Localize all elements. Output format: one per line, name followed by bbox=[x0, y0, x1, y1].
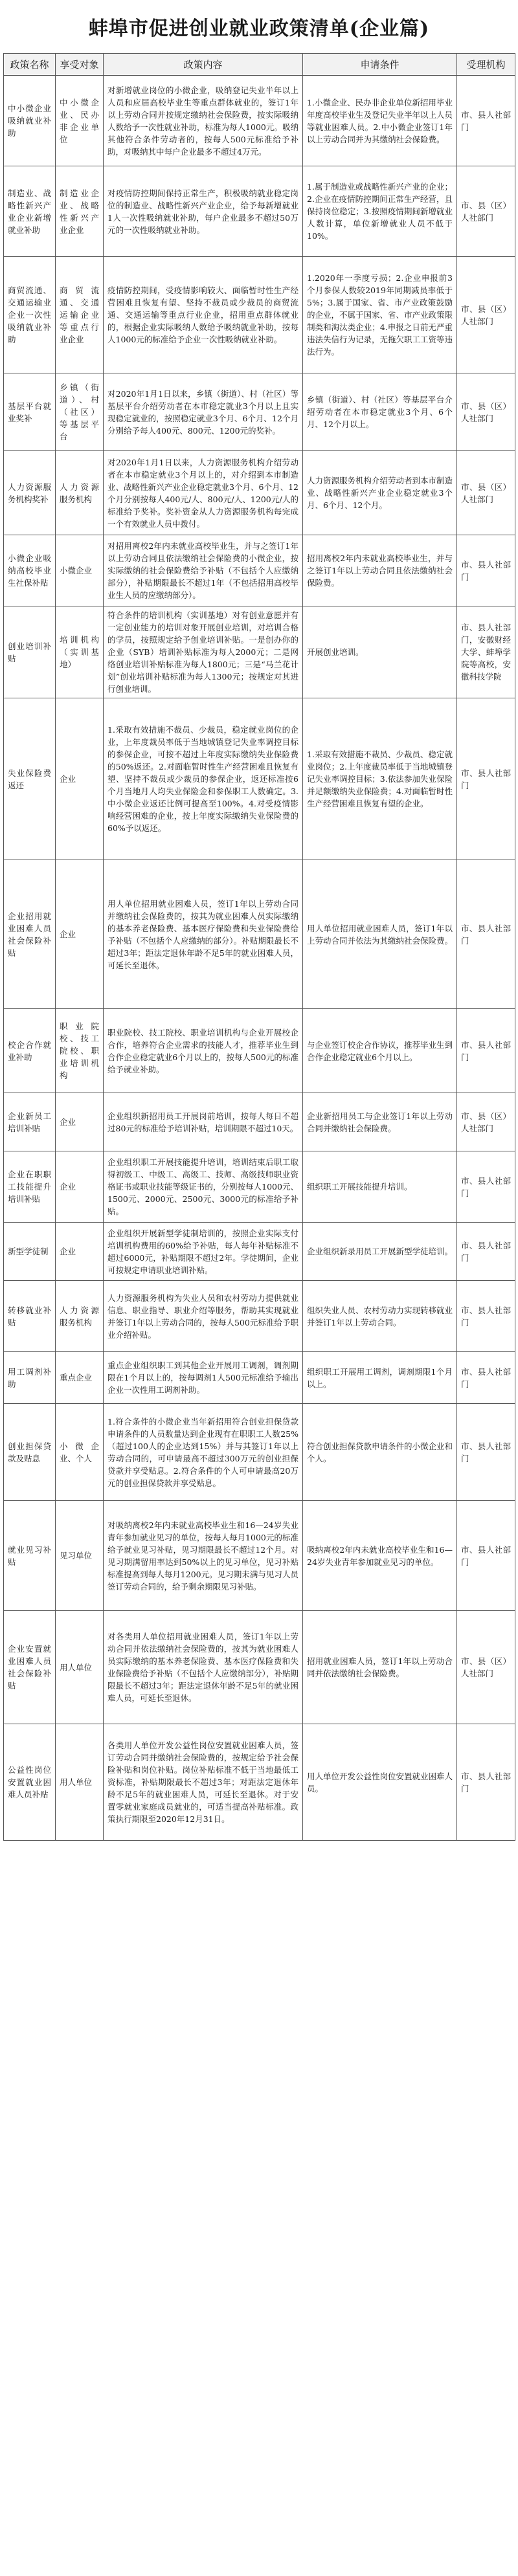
condition-cell: 符合创业担保贷款申请条件的小微企业和个人。 bbox=[303, 1404, 457, 1501]
policy-content-cell: 对新增就业岗位的小微企业，吸纳登记失业半年以上人员和应届高校毕业生等重点群体就业的，签订1年以上劳动合同并按规定缴纳社会保险费，按实际吸纳人数给予一次性就业补助，标准为每人1000元。吸纳其他符合条件劳动者的，按每人500元标准给予补助，对吸纳其中每户企业最多不超过4万元。 bbox=[104, 76, 303, 166]
policy-content-cell: 对吸纳离校2年内未就业高校毕业生和16—24岁失业青年参加就业见习的单位，按每人每月1000元的标准给予就业见习补贴，见习期限最长不超过12个月。对见习期满留用率达到50%以上的见习单位，见习补贴标准提高到每人每月1200元。见习期未满与见习人员签订劳动合同的，给予剩余期限见习补贴。 bbox=[104, 1501, 303, 1611]
org-cell: 市、县人社部门 bbox=[457, 1151, 515, 1223]
policy-content-cell: 企业组织职工开展技能提升培训，培训结束后职工取得初级工、中级工、高级工、技师、高级技师职业资格证书或职业技能等级证书的，分别按每人1000元、1500元、2000元、2500元、3000元的标准给予补贴。 bbox=[104, 1151, 303, 1223]
table-row bbox=[4, 76, 515, 166]
table-row bbox=[4, 535, 515, 606]
target-cell: 企业 bbox=[56, 1151, 104, 1223]
condition-cell: 1.2020年一季度亏损；2.企业申报前3个月参保人数较2019年同期减员率低于5%；3.属于国家、省、市产业政策鼓励的企业，不属于国家、省、市产业政策限制类和淘汰类企业；4.申报之日前无严重违法失信行为记录，无拖欠职工工资等违法行为。 bbox=[303, 257, 457, 373]
policy-name-cell: 基层平台就业奖补 bbox=[4, 373, 56, 451]
condition-cell: 组织职工开展用工调剂，调剂期限1个月以上。 bbox=[303, 1352, 457, 1404]
page-title: 蚌埠市促进创业就业政策清单(企业篇) bbox=[88, 17, 430, 40]
org-cell: 市、县（区）人社部门 bbox=[457, 451, 515, 535]
table-row bbox=[4, 1281, 515, 1352]
table-row bbox=[4, 1611, 515, 1724]
target-cell: 小微企业 bbox=[56, 535, 104, 606]
table-row bbox=[4, 860, 515, 1009]
policy-name-cell: 新型学徒制 bbox=[4, 1223, 56, 1281]
org-cell: 市、县人社部门 bbox=[457, 1009, 515, 1093]
target-cell: 见习单位 bbox=[56, 1501, 104, 1611]
target-cell: 小微企业、个人 bbox=[56, 1404, 104, 1501]
org-cell: 市、县人社部门 bbox=[457, 1223, 515, 1281]
org-cell: 市、县人社部门，安徽财经大学、蚌埠学院等高校，安徽科技学院 bbox=[457, 606, 515, 698]
policy-content-cell: 重点企业组织职工到其他企业开展用工调剂，调剂期限在1个月以上的，按每调剂1人500元标准给予输出企业一次性用工调剂补助。 bbox=[104, 1352, 303, 1404]
policy-content-cell: 企业组织新招用员工开展岗前培训，按每人每日不超过80元的标准给予培训补贴，培训期限不超过10天。 bbox=[104, 1093, 303, 1151]
org-cell: 市、县人社部门 bbox=[457, 1404, 515, 1501]
table-row bbox=[4, 1093, 515, 1151]
target-cell: 职业院校、技工院校、职业培训机构 bbox=[56, 1009, 104, 1093]
target-cell: 用人单位 bbox=[56, 1724, 104, 1841]
table-row bbox=[4, 698, 515, 860]
policy-name-cell: 公益性岗位安置就业困难人员补贴 bbox=[4, 1724, 56, 1841]
org-cell: 市、县人社部门 bbox=[457, 76, 515, 166]
header-condition: 申请条件 bbox=[303, 54, 457, 76]
policy-content-cell: 对疫情防控期间保持正常生产，积极吸纳就业稳定岗位的制造业、战略性新兴产业企业，给予每新增就业1人一次性吸纳就业补助，每户企业最多不超过50万元的一次性吸纳就业补助。 bbox=[104, 166, 303, 257]
table-row bbox=[4, 606, 515, 698]
table-row bbox=[4, 1009, 515, 1093]
target-cell: 商贸流通、交通运输企业等重点行业企业 bbox=[56, 257, 104, 373]
org-cell: 市、县（区）人社部门 bbox=[457, 1611, 515, 1724]
condition-cell: 组织失业人员、农村劳动力实现转移就业并签订1年以上劳动合同。 bbox=[303, 1281, 457, 1352]
condition-cell: 开展创业培训。 bbox=[303, 606, 457, 698]
target-cell: 制造业企业、战略性新兴产业企业 bbox=[56, 166, 104, 257]
policy-name-cell: 商贸流通、交通运输业企业一次性吸纳就业补助 bbox=[4, 257, 56, 373]
policy-name-cell: 创业担保贷款及贴息 bbox=[4, 1404, 56, 1501]
table-row bbox=[4, 257, 515, 373]
table-row bbox=[4, 1352, 515, 1404]
table-header-row bbox=[4, 54, 515, 76]
condition-cell: 人力资源服务机构介绍劳动者到本市制造业、战略性新兴产业企业稳定就业3个月、6个月、12个月。 bbox=[303, 451, 457, 535]
condition-cell: 与企业签订校企合作协议，推荐毕业生到合作企业稳定就业6个月以上。 bbox=[303, 1009, 457, 1093]
policy-name-cell: 失业保险费返还 bbox=[4, 698, 56, 860]
org-cell: 市、县（区）人社部门 bbox=[457, 373, 515, 451]
policy-name-cell: 用工调剂补助 bbox=[4, 1352, 56, 1404]
condition-cell: 用人单位开发公益性岗位安置就业困难人员。 bbox=[303, 1724, 457, 1841]
table-row bbox=[4, 1404, 515, 1501]
table-row bbox=[4, 1501, 515, 1611]
policy-name-cell: 小微企业吸纳高校毕业生社保补贴 bbox=[4, 535, 56, 606]
policy-name-cell: 企业招用就业困难人员社会保险补贴 bbox=[4, 860, 56, 1009]
policy-name-cell: 中小微企业吸纳就业补助 bbox=[4, 76, 56, 166]
policy-name-cell: 就业见习补贴 bbox=[4, 1501, 56, 1611]
policy-content-cell: 对各类用人单位招用就业困难人员，签订1年以上劳动合同并依法缴纳社会保险费的，按其为就业困难人员实际缴纳的基本养老保险费、基本医疗保险费和失业保险费给予补贴（不包括个人应缴纳部分），补贴期限最长不超过3年；距法定退休年龄不足5年的就业困难人员，可延长至退休。 bbox=[104, 1611, 303, 1724]
policy-name-cell: 创业培训补贴 bbox=[4, 606, 56, 698]
target-cell: 人力资源服务机构 bbox=[56, 1281, 104, 1352]
policy-content-cell: 人力资源服务机构为失业人员和农村劳动力提供就业信息、职业指导、职业介绍等服务，帮助其实现就业并签订1年以上劳动合同的，按每人500元标准给予职业介绍补贴。 bbox=[104, 1281, 303, 1352]
header-org: 受理机构 bbox=[457, 54, 515, 76]
policy-name-cell: 校企合作就业补助 bbox=[4, 1009, 56, 1093]
condition-cell: 用人单位招用就业困难人员，签订1年以上劳动合同并依法为其缴纳社会保险费。 bbox=[303, 860, 457, 1009]
org-cell: 市、县（区）人社部门 bbox=[457, 1093, 515, 1151]
policy-content-cell: 疫情防控期间，受疫情影响较大、面临暂时性生产经营困难且恢复有望、坚持不裁员或少裁员的商贸流通、交通运输等重点行业企业，招用重点群体就业的，根据企业实际吸纳人数给予吸纳就业补助，按每人1000元的标准给予企业一次性吸纳就业补助。 bbox=[104, 257, 303, 373]
table-row bbox=[4, 1223, 515, 1281]
target-cell: 企业 bbox=[56, 1223, 104, 1281]
condition-cell: 招用离校2年内未就业高校毕业生，并与之签订1年以上劳动合同且依法缴纳社会保险费。 bbox=[303, 535, 457, 606]
table-row bbox=[4, 451, 515, 535]
policy-content-cell: 职业院校、技工院校、职业培训机构与企业开展校企合作，培养符合企业需求的技能人才，推荐毕业生到合作企业稳定就业6个月以上的，按每人500元的标准给予就业补助。 bbox=[104, 1009, 303, 1093]
org-cell: 市、县（区）人社部门 bbox=[457, 257, 515, 373]
table-row bbox=[4, 1151, 515, 1223]
policy-content-cell: 企业组织开展新型学徒制培训的，按照企业实际支付培训机构费用的60%给予补贴，每人每年补贴标准不超过6000元，补贴期限不超过2年。学徒期间，企业可按规定申请职业培训补贴。 bbox=[104, 1223, 303, 1281]
policy-table bbox=[3, 53, 515, 1841]
target-cell: 企业 bbox=[56, 1093, 104, 1151]
org-cell: 市、县（区）人社部门 bbox=[457, 166, 515, 257]
condition-cell: 1.采取有效措施不裁员、少裁员、稳定就业岗位；2.上年度裁员率低于当地城镇登记失业率调控目标；3.依法参加失业保险并足额缴纳失业保险费；4.对面临暂时性生产经营困难且恢复有望的企业。 bbox=[303, 698, 457, 860]
policy-name-cell: 企业安置就业困难人员社会保险补贴 bbox=[4, 1611, 56, 1724]
table-row bbox=[4, 166, 515, 257]
policy-content-cell: 对2020年1月1日以来，乡镇（街道）、村（社区）等基层平台介绍劳动者在本市稳定就业3个月以上且实现稳定就业的，按照稳定就业3个月、6个月、12个月分别给予每人400元、800元、1200元的奖补。 bbox=[104, 373, 303, 451]
target-cell: 中小微企业、民办非企业单位 bbox=[56, 76, 104, 166]
condition-cell: 企业新招用员工与企业签订1年以上劳动合同并缴纳社会保险费。 bbox=[303, 1093, 457, 1151]
policy-content-cell: 对2020年1月1日以来，人力资源服务机构介绍劳动者在本市稳定就业3个月以上的，对介绍到本市制造业、战略性新兴产业企业稳定就业3个月、6个月、12个月分别按每人400元/人、800元/人、1200元/人的标准给予奖补。奖补资金从人力资源服务机构每完成一个有效就业人员中拨付。 bbox=[104, 451, 303, 535]
table-row bbox=[4, 1724, 515, 1841]
target-cell: 乡镇（街道）、村（社区）等基层平台 bbox=[56, 373, 104, 451]
target-cell: 培训机构（实训基地） bbox=[56, 606, 104, 698]
header-policy-name: 政策名称 bbox=[4, 54, 56, 76]
policy-name-cell: 企业新员工培训补贴 bbox=[4, 1093, 56, 1151]
condition-cell: 乡镇（街道）、村（社区）等基层平台介绍劳动者在本市稳定就业3个月、6个月、12个月以上。 bbox=[303, 373, 457, 451]
table-row bbox=[4, 373, 515, 451]
target-cell: 用人单位 bbox=[56, 1611, 104, 1724]
header-content: 政策内容 bbox=[104, 54, 303, 76]
policy-name-cell: 企业在职职工技能提升培训补贴 bbox=[4, 1151, 56, 1223]
policy-name-cell: 人力资源服务机构奖补 bbox=[4, 451, 56, 535]
policy-content-cell: 对招用离校2年内未就业高校毕业生，并与之签订1年以上劳动合同且依法缴纳社会保险费的小微企业，按实际缴纳的社会保险费给予补贴（不包括个人应缴纳部分），补贴期限最长不超过1年（不包括招用高校毕业生人员的应缴纳部分）。 bbox=[104, 535, 303, 606]
org-cell: 市、县人社部门 bbox=[457, 1352, 515, 1404]
condition-cell: 企业组织新录用员工开展新型学徒培训。 bbox=[303, 1223, 457, 1281]
condition-cell: 1.属于制造业或战略性新兴产业的企业；2.企业在疫情防控期间正常生产经营，且保持岗位稳定；3.按照疫情期间新增就业人数计算，单位新增就业人员不低于10%。 bbox=[303, 166, 457, 257]
condition-cell: 组织职工开展技能提升培训。 bbox=[303, 1151, 457, 1223]
org-cell: 市、县人社部门 bbox=[457, 535, 515, 606]
policy-name-cell: 制造业、战略性新兴产业企业新增就业补助 bbox=[4, 166, 56, 257]
org-cell: 市、县人社部门 bbox=[457, 1281, 515, 1352]
target-cell: 企业 bbox=[56, 698, 104, 860]
condition-cell: 吸纳离校2年内未就业高校毕业生和16—24岁失业青年参加就业见习的单位。 bbox=[303, 1501, 457, 1611]
header-target: 享受对象 bbox=[56, 54, 104, 76]
policy-content-cell: 1.采取有效措施不裁员、少裁员，稳定就业岗位的企业，上年度裁员率低于当地城镇登记失业率调控目标的参保企业，可按不超过上年度实际缴纳失业保险费的50%返还。2.对面临暂时性生产经营困难且恢复有望、坚持不裁员或少裁员的参保企业，返还标准按6个月当地月人均失业保险金和参保职工人数确定。3.中小微企业返还比例可提高至100%。4.对受疫情影响经营困难的企业，按上年度实际缴纳失业保险费的60%予以返还。 bbox=[104, 698, 303, 860]
policy-content-cell: 各类用人单位开发公益性岗位安置就业困难人员，签订劳动合同并缴纳社会保险费的，按规定给予社会保险补贴和岗位补贴。岗位补贴标准不低于当地最低工资标准，补贴期限最长不超过3年；对距法定退休年龄不足5年的就业困难人员，可延长至退休。对于安置零就业家庭成员就业的，可适当提高补贴标准。政策执行期限至2020年12月31日。 bbox=[104, 1724, 303, 1841]
org-cell: 市、县人社部门 bbox=[457, 698, 515, 860]
org-cell: 市、县人社部门 bbox=[457, 1724, 515, 1841]
target-cell: 企业 bbox=[56, 860, 104, 1009]
policy-content-cell: 用人单位招用就业困难人员，签订1年以上劳动合同并缴纳社会保险费的，按其为就业困难人员实际缴纳的基本养老保险费、基本医疗保险费和失业保险费给予补贴（不包括个人应缴纳的部分）。补贴期限最长不超过3年；距法定退休年龄不足5年的就业困难人员，可延长至退休。 bbox=[104, 860, 303, 1009]
policy-content-cell: 1.符合条件的小微企业当年新招用符合创业担保贷款申请条件的人员数量达到企业现有在职职工人数25%（超过100人的企业达到15%）并与其签订1年以上劳动合同的，可申请最高不超过300万元的创业担保贷款并享受贴息。2.符合条件的个人可申请最高20万元的创业担保贷款并享受贴息。 bbox=[104, 1404, 303, 1501]
org-cell: 市、县人社部门 bbox=[457, 1501, 515, 1611]
target-cell: 重点企业 bbox=[56, 1352, 104, 1404]
condition-cell: 招用就业困难人员，签订1年以上劳动合同并依法缴纳社会保险费。 bbox=[303, 1611, 457, 1724]
target-cell: 人力资源服务机构 bbox=[56, 451, 104, 535]
policy-name-cell: 转移就业补贴 bbox=[4, 1281, 56, 1352]
condition-cell: 1.小微企业、民办非企业单位新招用毕业年度高校毕业生及登记失业半年以上人员等就业困难人员。2.中小微企业签订1年以上劳动合同并为其缴纳社会保险费。 bbox=[303, 76, 457, 166]
org-cell: 市、县人社部门 bbox=[457, 860, 515, 1009]
policy-content-cell: 符合条件的培训机构（实训基地）对有创业意愿并有一定创业能力的培训对象开展创业培训，对培训合格的学员，按照规定给予创业培训补贴。一是创办你的企业（SYB）培训补贴标准为每人2000元；二是网络创业培训补贴标准为每人1800元；三是“马兰花计划”创业培训补贴标准为每人1300元；按规定对其进行创业培训。 bbox=[104, 606, 303, 698]
